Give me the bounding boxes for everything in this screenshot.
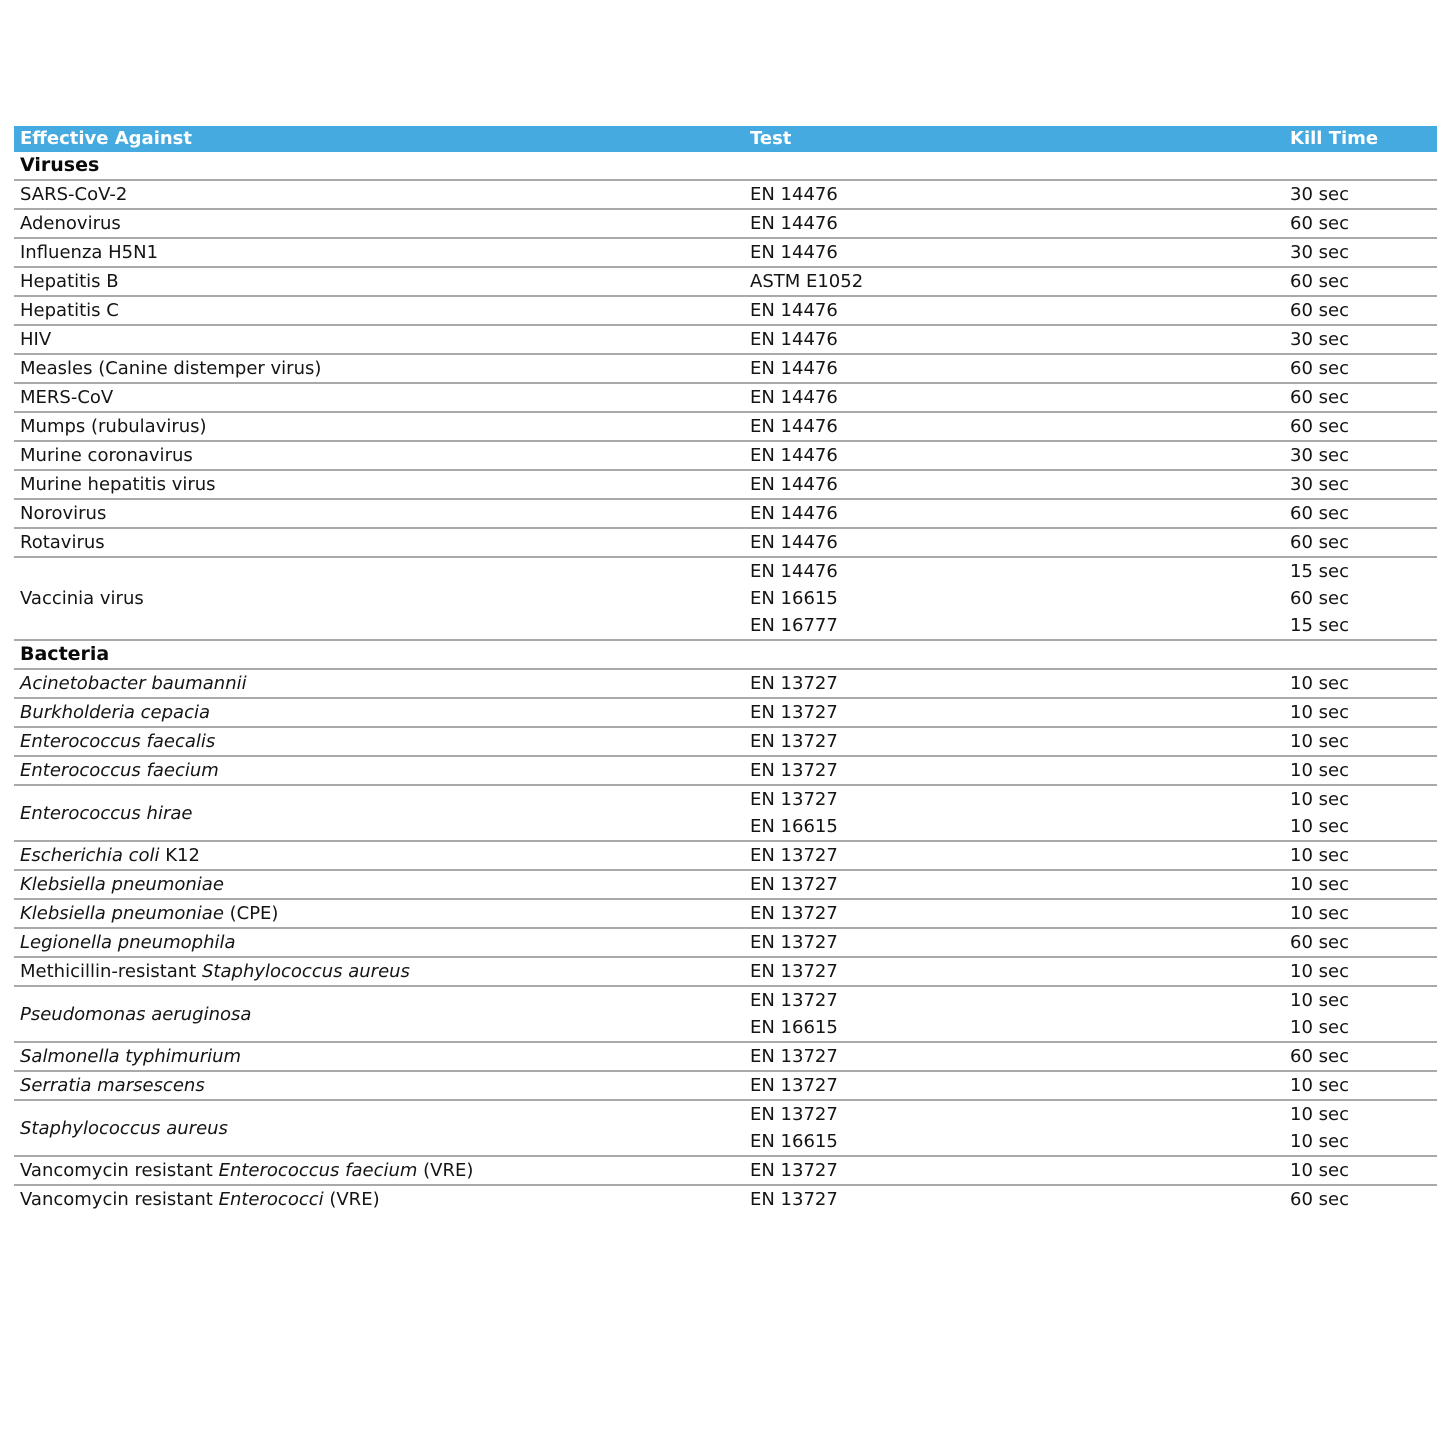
organism-name-italic-segment: Klebsiella pneumoniae bbox=[20, 903, 224, 924]
table-row bbox=[14, 325, 1437, 354]
kill-time: 10 sec bbox=[1290, 727, 1437, 756]
table-row bbox=[14, 1100, 1437, 1128]
kill-time: 10 sec bbox=[1290, 1104, 1349, 1125]
column-header-kill-time: Kill Time bbox=[1290, 126, 1437, 152]
table-row bbox=[14, 870, 1437, 899]
test-standard: EN 13727 bbox=[750, 841, 1290, 870]
test-standard: EN 14476 bbox=[750, 238, 1290, 267]
test-standard: EN 14476 bbox=[750, 325, 1290, 354]
kill-time: 10 sec bbox=[1290, 1128, 1437, 1156]
test-standard: EN 13727 bbox=[750, 1156, 1290, 1185]
kill-time: 10 sec bbox=[1290, 990, 1349, 1011]
section-row bbox=[14, 640, 1437, 669]
kill-time: 10 sec bbox=[1290, 899, 1437, 928]
organism-name-segment: Measles (Canine distemper virus) bbox=[20, 358, 322, 379]
test-standard: EN 14476 bbox=[750, 499, 1290, 528]
organism-name-segment: (CPE) bbox=[223, 903, 279, 924]
test-standard: EN 13727 bbox=[750, 669, 1290, 698]
organism-name-segment: MERS-CoV bbox=[20, 387, 114, 408]
organism-name bbox=[14, 1042, 750, 1071]
organism-name bbox=[14, 1185, 750, 1213]
organism-name bbox=[14, 727, 750, 756]
table-row bbox=[14, 1042, 1437, 1071]
table-row bbox=[14, 1071, 1437, 1100]
organism-name-segment: Adenovirus bbox=[20, 213, 121, 234]
organism-name bbox=[14, 441, 750, 470]
table-row bbox=[14, 785, 1437, 813]
table-row bbox=[14, 528, 1437, 557]
test-standard: EN 13727 bbox=[750, 727, 1290, 756]
test-standard: EN 13727 bbox=[750, 1104, 838, 1125]
table-row bbox=[14, 669, 1437, 698]
efficacy-table-container bbox=[14, 126, 1437, 1213]
organism-name-italic-segment: Enterococcus faecium bbox=[20, 760, 219, 781]
section-title: Viruses bbox=[14, 152, 1437, 180]
organism-name-segment: Hepatitis B bbox=[20, 271, 119, 292]
table-row bbox=[14, 354, 1437, 383]
table-row bbox=[14, 209, 1437, 238]
kill-time: 10 sec bbox=[1290, 698, 1437, 727]
table-row bbox=[14, 383, 1437, 412]
organism-name bbox=[14, 957, 750, 986]
organism-name-segment: Vancomycin resistant bbox=[20, 1160, 219, 1181]
table-row bbox=[14, 557, 1437, 585]
kill-time: 15 sec bbox=[1290, 612, 1437, 640]
organism-name bbox=[14, 928, 750, 957]
organism-name-italic-segment: Burkholderia cepacia bbox=[20, 702, 211, 723]
organism-name-segment: (VRE) bbox=[417, 1160, 474, 1181]
organism-name bbox=[14, 557, 750, 640]
test-standard: EN 16615 bbox=[750, 1128, 1290, 1156]
organism-name-italic-segment: Salmonella typhimurium bbox=[20, 1046, 242, 1067]
organism-name bbox=[14, 470, 750, 499]
organism-name bbox=[14, 296, 750, 325]
organism-name-italic-segment: Pseudomonas aeruginosa bbox=[20, 1003, 252, 1025]
organism-name bbox=[14, 1156, 750, 1185]
test-standard: EN 14476 bbox=[750, 354, 1290, 383]
kill-time: 30 sec bbox=[1290, 470, 1437, 499]
test-standard: EN 13727 bbox=[750, 957, 1290, 986]
kill-time: 60 sec bbox=[1290, 267, 1437, 296]
organism-name bbox=[14, 499, 750, 528]
table-row bbox=[14, 756, 1437, 785]
kill-time: 10 sec bbox=[1290, 841, 1437, 870]
kill-time: 30 sec bbox=[1290, 180, 1437, 209]
table-row bbox=[14, 238, 1437, 267]
kill-time: 60 sec bbox=[1290, 296, 1437, 325]
organism-name bbox=[14, 698, 750, 727]
header-row bbox=[14, 126, 1437, 152]
test-standard: EN 13727 bbox=[750, 1042, 1290, 1071]
table-row bbox=[14, 928, 1437, 957]
organism-name-segment: Influenza H5N1 bbox=[20, 242, 159, 263]
kill-time: 10 sec bbox=[1290, 813, 1437, 841]
organism-name bbox=[14, 209, 750, 238]
test-standard: EN 13727 bbox=[750, 1071, 1290, 1100]
organism-name-segment: Methicillin-resistant bbox=[20, 961, 202, 982]
kill-time: 10 sec bbox=[1290, 870, 1437, 899]
kill-time: 10 sec bbox=[1290, 1156, 1437, 1185]
table-row bbox=[14, 267, 1437, 296]
organism-name-segment: Murine hepatitis virus bbox=[20, 474, 216, 495]
table-row bbox=[14, 1185, 1437, 1213]
test-standard: EN 13727 bbox=[750, 870, 1290, 899]
organism-name-segment: Rotavirus bbox=[20, 532, 105, 553]
test-standard: EN 13727 bbox=[750, 756, 1290, 785]
organism-name bbox=[14, 412, 750, 441]
organism-name bbox=[14, 267, 750, 296]
table-row bbox=[14, 698, 1437, 727]
table-row bbox=[14, 180, 1437, 209]
organism-name-segment: HIV bbox=[20, 329, 52, 350]
organism-name bbox=[14, 841, 750, 870]
test-standard: EN 13727 bbox=[750, 899, 1290, 928]
test-standard: EN 13727 bbox=[750, 1189, 838, 1210]
table-row bbox=[14, 841, 1437, 870]
test-standard: EN 14476 bbox=[750, 383, 1290, 412]
test-standard: EN 13727 bbox=[750, 789, 838, 810]
organism-name bbox=[14, 899, 750, 928]
organism-name-italic-segment: Enterococcus hirae bbox=[20, 802, 193, 824]
organism-name-segment: Murine coronavirus bbox=[20, 445, 193, 466]
test-standard: EN 14476 bbox=[750, 470, 1290, 499]
organism-name bbox=[14, 325, 750, 354]
test-standard: EN 14476 bbox=[750, 412, 1290, 441]
organism-name-italic-segment: Staphylococcus aureus bbox=[20, 1117, 228, 1139]
organism-name-italic-segment: Escherichia coli bbox=[20, 845, 160, 866]
kill-time: 60 sec bbox=[1290, 354, 1437, 383]
test-standard: EN 14476 bbox=[750, 180, 1290, 209]
kill-time: 15 sec bbox=[1290, 561, 1349, 582]
organism-name bbox=[14, 354, 750, 383]
test-standard: EN 13727 bbox=[750, 698, 1290, 727]
kill-time: 60 sec bbox=[1290, 499, 1437, 528]
table-row bbox=[14, 1156, 1437, 1185]
kill-time: 10 sec bbox=[1290, 756, 1437, 785]
organism-name-segment: Vancomycin resistant bbox=[20, 1189, 219, 1210]
kill-time: 10 sec bbox=[1290, 1071, 1437, 1100]
kill-time: 60 sec bbox=[1290, 528, 1437, 557]
kill-time: 60 sec bbox=[1290, 412, 1437, 441]
organism-name-italic-segment: Enterococci bbox=[218, 1189, 324, 1210]
organism-name-segment: Hepatitis C bbox=[20, 300, 119, 321]
table-row bbox=[14, 986, 1437, 1014]
organism-name bbox=[14, 383, 750, 412]
test-standard: EN 14476 bbox=[750, 561, 838, 582]
kill-time: 30 sec bbox=[1290, 441, 1437, 470]
organism-name-segment: Norovirus bbox=[20, 503, 107, 524]
kill-time: 10 sec bbox=[1290, 957, 1437, 986]
table-row bbox=[14, 441, 1437, 470]
organism-name-italic-segment: Serratia marsescens bbox=[20, 1075, 205, 1096]
kill-time: 60 sec bbox=[1290, 383, 1437, 412]
table-body bbox=[14, 152, 1437, 1213]
test-standard: EN 14476 bbox=[750, 296, 1290, 325]
kill-time: 30 sec bbox=[1290, 325, 1437, 354]
organism-name-italic-segment: Legionella pneumophila bbox=[20, 932, 236, 953]
kill-time: 60 sec bbox=[1290, 928, 1437, 957]
test-standard: EN 16615 bbox=[750, 588, 838, 609]
table-row bbox=[14, 899, 1437, 928]
organism-name-segment: (VRE) bbox=[323, 1189, 380, 1210]
section-title: Bacteria bbox=[14, 640, 1437, 669]
kill-time: 60 sec bbox=[1290, 588, 1349, 609]
kill-time: 30 sec bbox=[1290, 238, 1437, 267]
organism-name bbox=[14, 870, 750, 899]
test-standard: EN 14476 bbox=[750, 441, 1290, 470]
test-standard: EN 13727 bbox=[750, 990, 838, 1011]
organism-name bbox=[14, 1071, 750, 1100]
kill-time: 10 sec bbox=[1290, 789, 1349, 810]
organism-name-segment: Vaccinia virus bbox=[20, 588, 144, 609]
kill-time: 60 sec bbox=[1290, 1042, 1437, 1071]
organism-name bbox=[14, 986, 750, 1042]
organism-name-italic-segment: Acinetobacter baumannii bbox=[20, 673, 247, 694]
test-standard: EN 13727 bbox=[750, 928, 1290, 957]
kill-time: 60 sec bbox=[1290, 1189, 1349, 1210]
test-standard: EN 16615 bbox=[750, 813, 1290, 841]
kill-time: 10 sec bbox=[1290, 1014, 1437, 1042]
organism-name bbox=[14, 528, 750, 557]
column-header-test: Test bbox=[750, 126, 1290, 152]
table-row bbox=[14, 296, 1437, 325]
organism-name-italic-segment: Enterococcus faecium bbox=[218, 1160, 418, 1181]
section-row bbox=[14, 152, 1437, 180]
test-standard: EN 14476 bbox=[750, 528, 1290, 557]
table-row bbox=[14, 727, 1437, 756]
organism-name-italic-segment: Staphylococcus aureus bbox=[202, 961, 410, 982]
organism-name-segment: SARS-CoV-2 bbox=[20, 184, 128, 205]
efficacy-table bbox=[14, 126, 1437, 1213]
table-header bbox=[14, 126, 1437, 152]
table-row bbox=[14, 412, 1437, 441]
table-row bbox=[14, 470, 1437, 499]
kill-time: 10 sec bbox=[1290, 669, 1437, 698]
table-row bbox=[14, 957, 1437, 986]
organism-name-segment: K12 bbox=[159, 845, 200, 866]
test-standard: EN 16615 bbox=[750, 1014, 1290, 1042]
organism-name bbox=[14, 180, 750, 209]
test-standard: EN 14476 bbox=[750, 209, 1290, 238]
organism-name bbox=[14, 669, 750, 698]
column-header-effective-against: Effective Against bbox=[14, 126, 750, 152]
test-standard: ASTM E1052 bbox=[750, 267, 1290, 296]
organism-name bbox=[14, 1100, 750, 1156]
organism-name bbox=[14, 756, 750, 785]
organism-name-italic-segment: Enterococcus faecalis bbox=[20, 731, 216, 752]
kill-time: 60 sec bbox=[1290, 209, 1437, 238]
organism-name-segment: Mumps (rubulavirus) bbox=[20, 416, 207, 437]
table-row bbox=[14, 499, 1437, 528]
organism-name bbox=[14, 238, 750, 267]
organism-name-italic-segment: Klebsiella pneumoniae bbox=[20, 874, 224, 895]
organism-name bbox=[14, 785, 750, 841]
test-standard: EN 16777 bbox=[750, 612, 1290, 640]
